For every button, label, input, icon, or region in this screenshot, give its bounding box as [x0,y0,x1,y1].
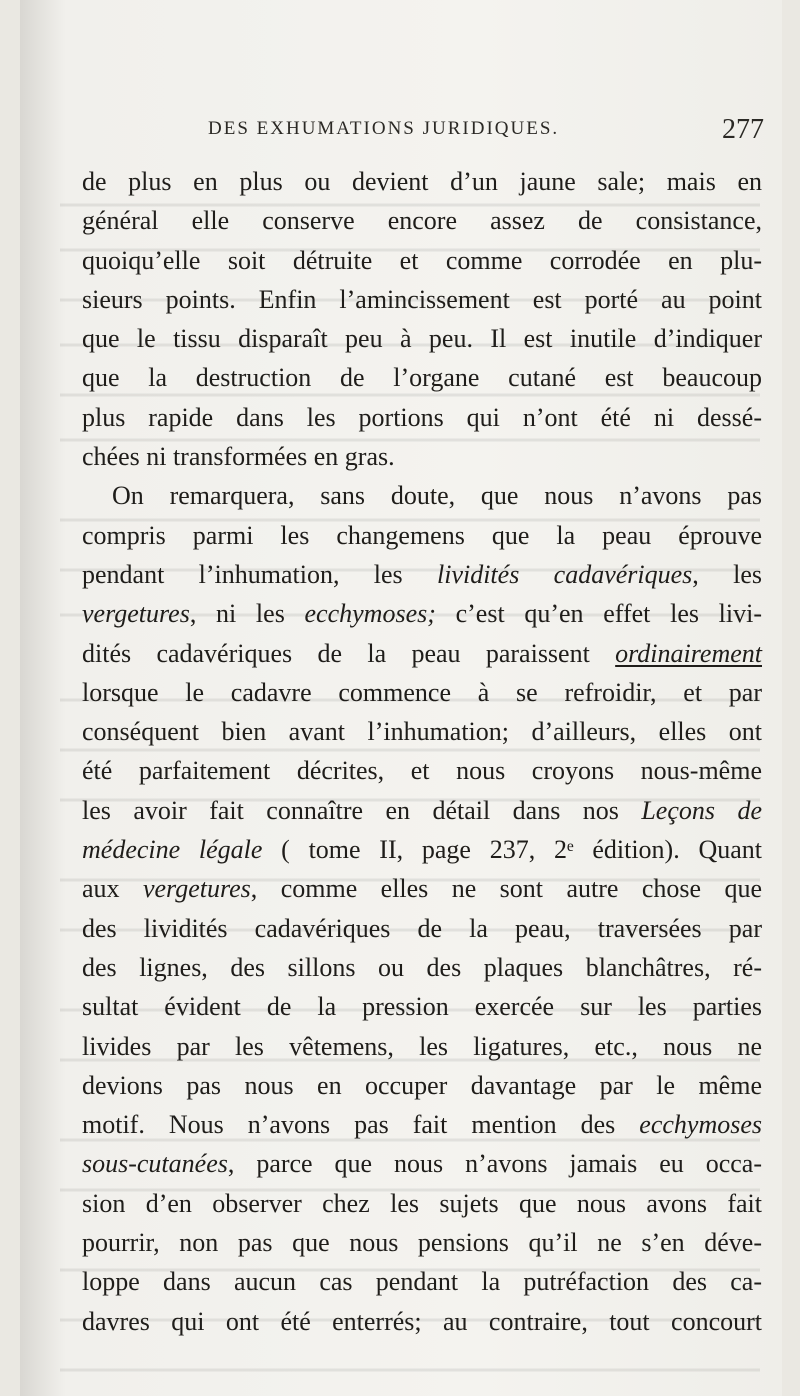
italic-phrase: ordinairement [615,638,762,668]
text-line [82,1262,762,1301]
text-line [82,516,762,555]
text-run: pourrir, non pas que nous pensions qu’il ne s’en déve- [82,1228,762,1258]
text-line [82,1105,762,1144]
text-line [82,1144,762,1183]
italic-phrase: Leçons de [641,795,762,825]
book-page [20,0,782,1396]
italic-phrase: ecchymoses [639,1110,762,1140]
text-run: devions pas nous en occuper davantage par le même [82,1070,762,1100]
text-line [82,555,762,594]
text-line [82,319,762,358]
text-run: motif. Nous n’avons pas fait mention des [82,1110,640,1140]
text-line [82,162,762,201]
text-run: quoiqu’elle soit détruite et comme corrodée en plu- [82,245,762,275]
text-line [82,634,762,673]
italic-phrase: médecine légale [82,835,263,865]
text-run: général elle conserve encore assez de consistance, [82,206,762,236]
text-run: sultat évident de la pression exercée sur les parties [82,992,762,1022]
text-run: ( tome II, page 237, 2ᵉ édition). Quant [262,835,762,865]
text-line [82,476,762,515]
text-run: des lignes, des sillons ou des plaques blanchâtres, ré- [82,952,762,982]
text-run: de plus en plus ou devient d’un jaune sale; mais en [82,167,762,196]
text-line [82,201,762,240]
text-line [82,909,762,948]
text-run: sion d’en observer chez les sujets que nous avons fait [82,1188,762,1218]
text-run: des lividités cadavériques de la peau, traversées par [82,913,762,943]
text-line [82,594,762,633]
text-run: davres qui ont été enterrés; au contraire, tout concourt [82,1306,762,1336]
text-run: conséquent bien avant l’inhumation; d’ailleurs, elles ont [82,717,762,747]
text-run: les avoir fait connaître en détail dans nos [82,795,642,825]
text-line [82,869,762,908]
text-line [82,673,762,712]
italic-phrase: ecchymoses; [304,599,436,629]
text-run: loppe dans aucun cas pendant la putréfaction des ca- [82,1267,762,1297]
text-run: , les [692,559,762,589]
page-number: 277 [722,114,764,145]
text-run: , comme elles ne sont autre chose que [250,874,762,904]
text-line [82,751,762,790]
text-line [82,948,762,987]
text-line [82,1184,762,1223]
page-header [208,114,764,148]
body-text [82,162,762,1341]
text-line [82,1302,762,1341]
text-line [82,987,762,1026]
text-run: livides par les vêtemens, les ligatures, etc., nous ne [82,1031,762,1061]
text-line [82,1223,762,1262]
text-run: On remarquera, sans doute, que nous n’avons pas [112,481,762,511]
text-line [82,1027,762,1066]
text-run: dités cadavériques de la peau paraissent [82,638,616,668]
text-run: c’est qu’en effet les livi- [435,599,763,629]
text-run: aux [82,874,143,904]
text-run: , parce que nous n’avons jamais eu occa- [227,1149,762,1179]
text-line [82,791,762,830]
italic-phrase: vergetures [142,874,251,904]
italic-phrase: lividités cadavériques [437,559,693,589]
text-line [82,398,762,437]
text-run: été parfaitement décrites, et nous croyons nous-même [82,756,762,786]
text-line [82,280,762,319]
text-run: que la destruction de l’organe cutané est beaucoup [82,363,762,393]
text-run: lorsque le cadavre commence à se refroidir, et par [82,677,762,707]
text-line [82,437,762,476]
text-line [82,830,762,869]
text-run: que le tissu disparaît peu à peu. Il est inutile d’indiquer [82,324,762,354]
text-line [82,358,762,397]
italic-phrase: vergetures [82,599,190,629]
text-run: , ni les [189,599,305,629]
text-line [82,241,762,280]
text-run: sieurs points. Enfin l’amincissement est porté au point [82,284,762,314]
text-run: pendant l’inhumation, les [82,559,437,589]
text-run: chées ni transformées en gras. [82,442,395,472]
text-run: compris parmi les changemens que la peau éprouve [82,520,762,550]
text-run: plus rapide dans les portions qui n’ont été ni dessé- [82,402,762,432]
text-line [82,712,762,751]
text-line [82,1066,762,1105]
running-title: DES EXHUMATIONS JURIDIQUES. [208,118,560,139]
italic-phrase: sous-cutanées [82,1149,228,1179]
